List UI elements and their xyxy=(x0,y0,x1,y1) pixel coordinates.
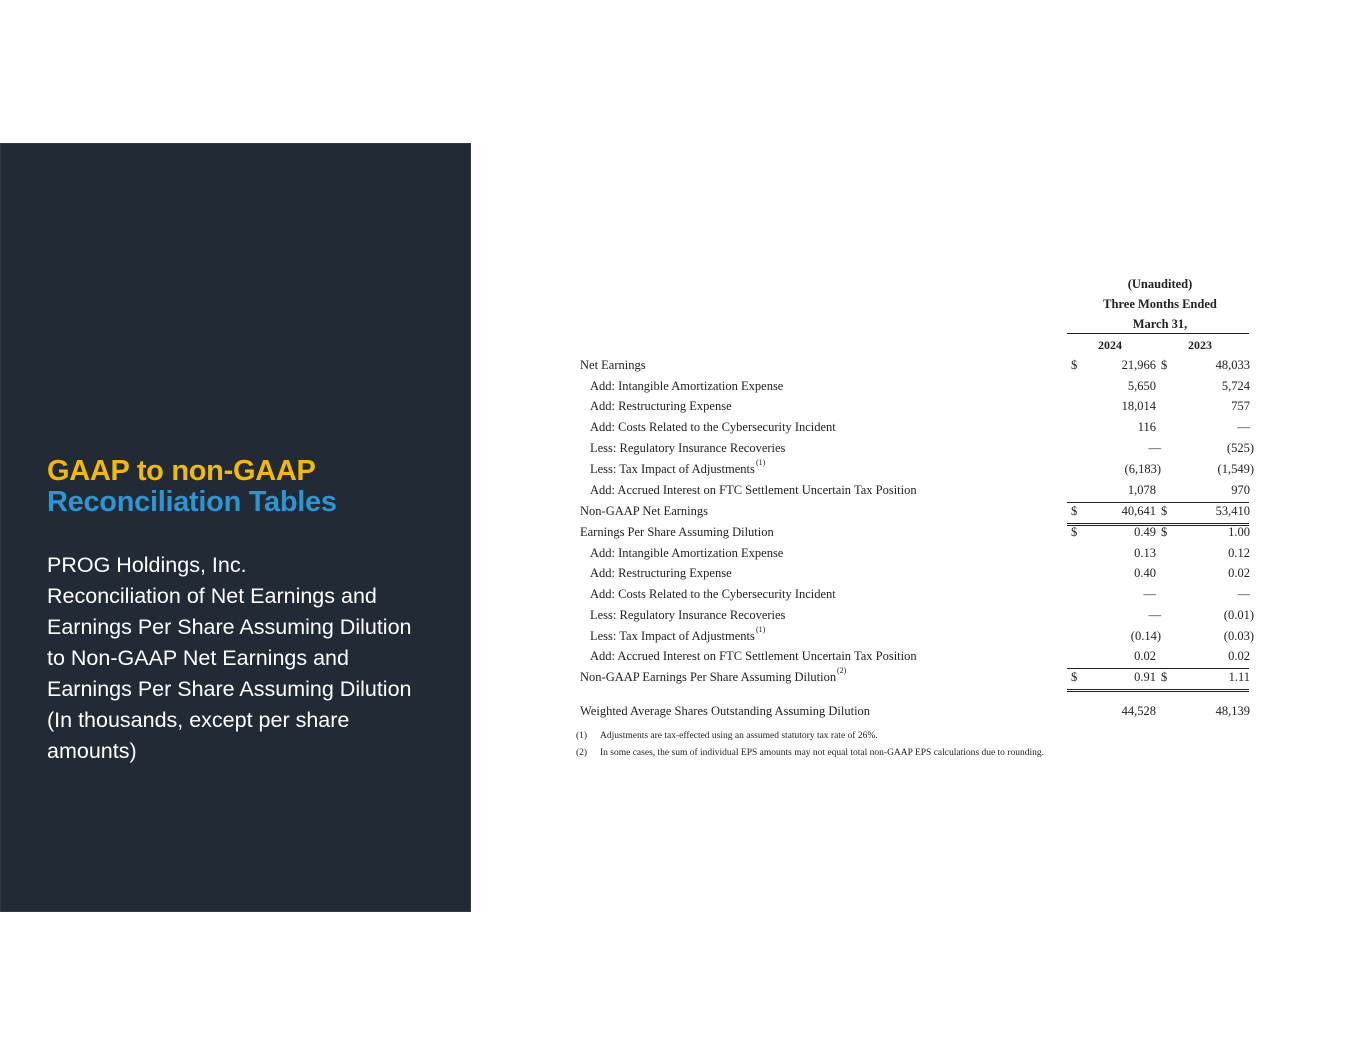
table-row xyxy=(576,525,1256,546)
row-label: Add: Accrued Interest on FTC Settlement Uncertain Tax Position xyxy=(590,649,917,663)
column-header-2023: 2023 xyxy=(1188,338,1212,352)
description-line: Earnings Per Share Assuming Dilution xyxy=(47,615,412,639)
row-label: Add: Intangible Amortization Expense xyxy=(590,379,784,393)
currency-symbol: $ xyxy=(1071,670,1078,684)
underline-rule xyxy=(1159,523,1249,524)
table-row xyxy=(576,420,1256,441)
row-value: (0.01) xyxy=(1223,608,1254,622)
column-header-2024: 2024 xyxy=(1098,338,1122,352)
table-header-date: March 31, xyxy=(1132,317,1188,331)
row-label: Add: Costs Related to the Cybersecurity Incident xyxy=(590,587,836,601)
row-value: 48,139 xyxy=(1215,704,1250,718)
row-label: Less: Regulatory Insurance Recoveries xyxy=(590,441,786,455)
row-value: 1,078 xyxy=(1127,483,1156,497)
row-value: — xyxy=(1237,420,1250,434)
row-value: 0.02 xyxy=(1228,649,1250,663)
row-value: 53,410 xyxy=(1215,504,1250,518)
row-value: (1,549) xyxy=(1217,462,1254,476)
table-row xyxy=(576,625,1256,650)
underline-rule xyxy=(1067,502,1159,503)
row-value: 1.11 xyxy=(1228,670,1250,684)
footnote-marker: (2) xyxy=(837,666,847,675)
currency-symbol: $ xyxy=(1161,358,1168,372)
row-value: — xyxy=(1237,587,1250,601)
header-rule xyxy=(1067,333,1249,334)
underline-rule xyxy=(1067,691,1159,692)
footnote-marker: (1) xyxy=(756,625,766,634)
row-value: 970 xyxy=(1231,483,1250,497)
row-value: 5,724 xyxy=(1221,379,1250,393)
row-label: Earnings Per Share Assuming Dilution xyxy=(580,525,774,539)
row-label: Non-GAAP Net Earnings xyxy=(580,504,708,518)
table-header-period: Three Months Ended xyxy=(1103,297,1217,311)
underline-rule xyxy=(1159,668,1249,669)
row-value: 21,966 xyxy=(1121,358,1156,372)
row-value: 0.91 xyxy=(1134,670,1156,684)
underline-rule xyxy=(1067,689,1159,690)
table-row xyxy=(576,546,1256,567)
row-value: 18,014 xyxy=(1121,399,1156,413)
row-value: (6,183) xyxy=(1124,462,1161,476)
table-row xyxy=(576,704,1256,725)
row-value: 48,033 xyxy=(1215,358,1250,372)
currency-symbol: $ xyxy=(1161,525,1168,539)
title-line-2: Reconciliation Tables xyxy=(47,486,337,518)
row-label: Net Earnings xyxy=(580,358,646,372)
table-row xyxy=(576,608,1256,629)
footnote-marker: (1) xyxy=(756,458,766,467)
row-value: 5,650 xyxy=(1127,379,1156,393)
currency-symbol: $ xyxy=(1071,358,1078,372)
underline-rule xyxy=(1067,525,1159,526)
row-value: 40,641 xyxy=(1121,504,1156,518)
row-value: — xyxy=(1143,587,1156,601)
row-label: Add: Costs Related to the Cybersecurity Incident xyxy=(590,420,836,434)
description-line: Reconciliation of Net Earnings and xyxy=(47,584,377,608)
row-label: Add: Intangible Amortization Expense xyxy=(590,546,784,560)
currency-symbol: $ xyxy=(1071,525,1078,539)
underline-rule xyxy=(1067,523,1159,524)
row-value: (0.14) xyxy=(1130,629,1161,643)
row-label: Less: Tax Impact of Adjustments xyxy=(590,462,755,476)
table-row xyxy=(576,566,1256,587)
table-row xyxy=(576,458,1256,483)
row-label: Add: Accrued Interest on FTC Settlement Uncertain Tax Position xyxy=(590,483,917,497)
row-label: Non-GAAP Earnings Per Share Assuming Dilution xyxy=(580,670,837,684)
row-value: (525) xyxy=(1226,441,1254,455)
row-value: 0.13 xyxy=(1134,546,1156,560)
row-value: — xyxy=(1148,608,1161,622)
row-label: Less: Tax Impact of Adjustments xyxy=(590,629,755,643)
row-value: (0.03) xyxy=(1223,629,1254,643)
table-row xyxy=(576,379,1256,400)
table-row xyxy=(576,587,1256,608)
row-label: Add: Restructuring Expense xyxy=(590,399,732,413)
row-value: 757 xyxy=(1231,399,1250,413)
table-row xyxy=(576,649,1256,670)
row-value: 0.12 xyxy=(1228,546,1250,560)
row-value: 0.40 xyxy=(1134,566,1156,580)
currency-symbol: $ xyxy=(1161,504,1168,518)
row-value: 116 xyxy=(1137,420,1156,434)
underline-rule xyxy=(1159,525,1249,526)
slide-title xyxy=(47,456,457,518)
table-row xyxy=(576,441,1256,462)
row-value: 0.02 xyxy=(1228,566,1250,580)
row-value: 0.02 xyxy=(1134,649,1156,663)
underline-rule xyxy=(1159,689,1249,690)
currency-symbol: $ xyxy=(1161,670,1168,684)
description-line: to Non-GAAP Net Earnings and xyxy=(47,646,349,670)
row-value: 44,528 xyxy=(1121,704,1156,718)
title-panel xyxy=(0,143,471,912)
row-value: 0.49 xyxy=(1134,525,1156,539)
underline-rule xyxy=(1159,691,1249,692)
description-line: (In thousands, except per share xyxy=(47,708,350,732)
description-line: Earnings Per Share Assuming Dilution xyxy=(47,677,412,701)
description-line: PROG Holdings, Inc. xyxy=(47,553,247,577)
slide-description xyxy=(47,550,457,767)
table-row xyxy=(576,399,1256,420)
table-header-unaudited: (Unaudited) xyxy=(1127,277,1193,291)
title-line-1: GAAP to non-GAAP xyxy=(47,455,316,487)
row-label: Less: Regulatory Insurance Recoveries xyxy=(590,608,786,622)
currency-symbol: $ xyxy=(1071,504,1078,518)
description-line: amounts) xyxy=(47,739,137,763)
underline-rule xyxy=(1159,502,1249,503)
table-row xyxy=(576,358,1256,379)
row-label: Add: Restructuring Expense xyxy=(590,566,732,580)
row-value: — xyxy=(1148,441,1161,455)
row-value: 1.00 xyxy=(1228,525,1250,539)
row-label: Weighted Average Shares Outstanding Assuming Dilution xyxy=(580,704,871,718)
underline-rule xyxy=(1067,668,1159,669)
table-row xyxy=(576,483,1256,504)
